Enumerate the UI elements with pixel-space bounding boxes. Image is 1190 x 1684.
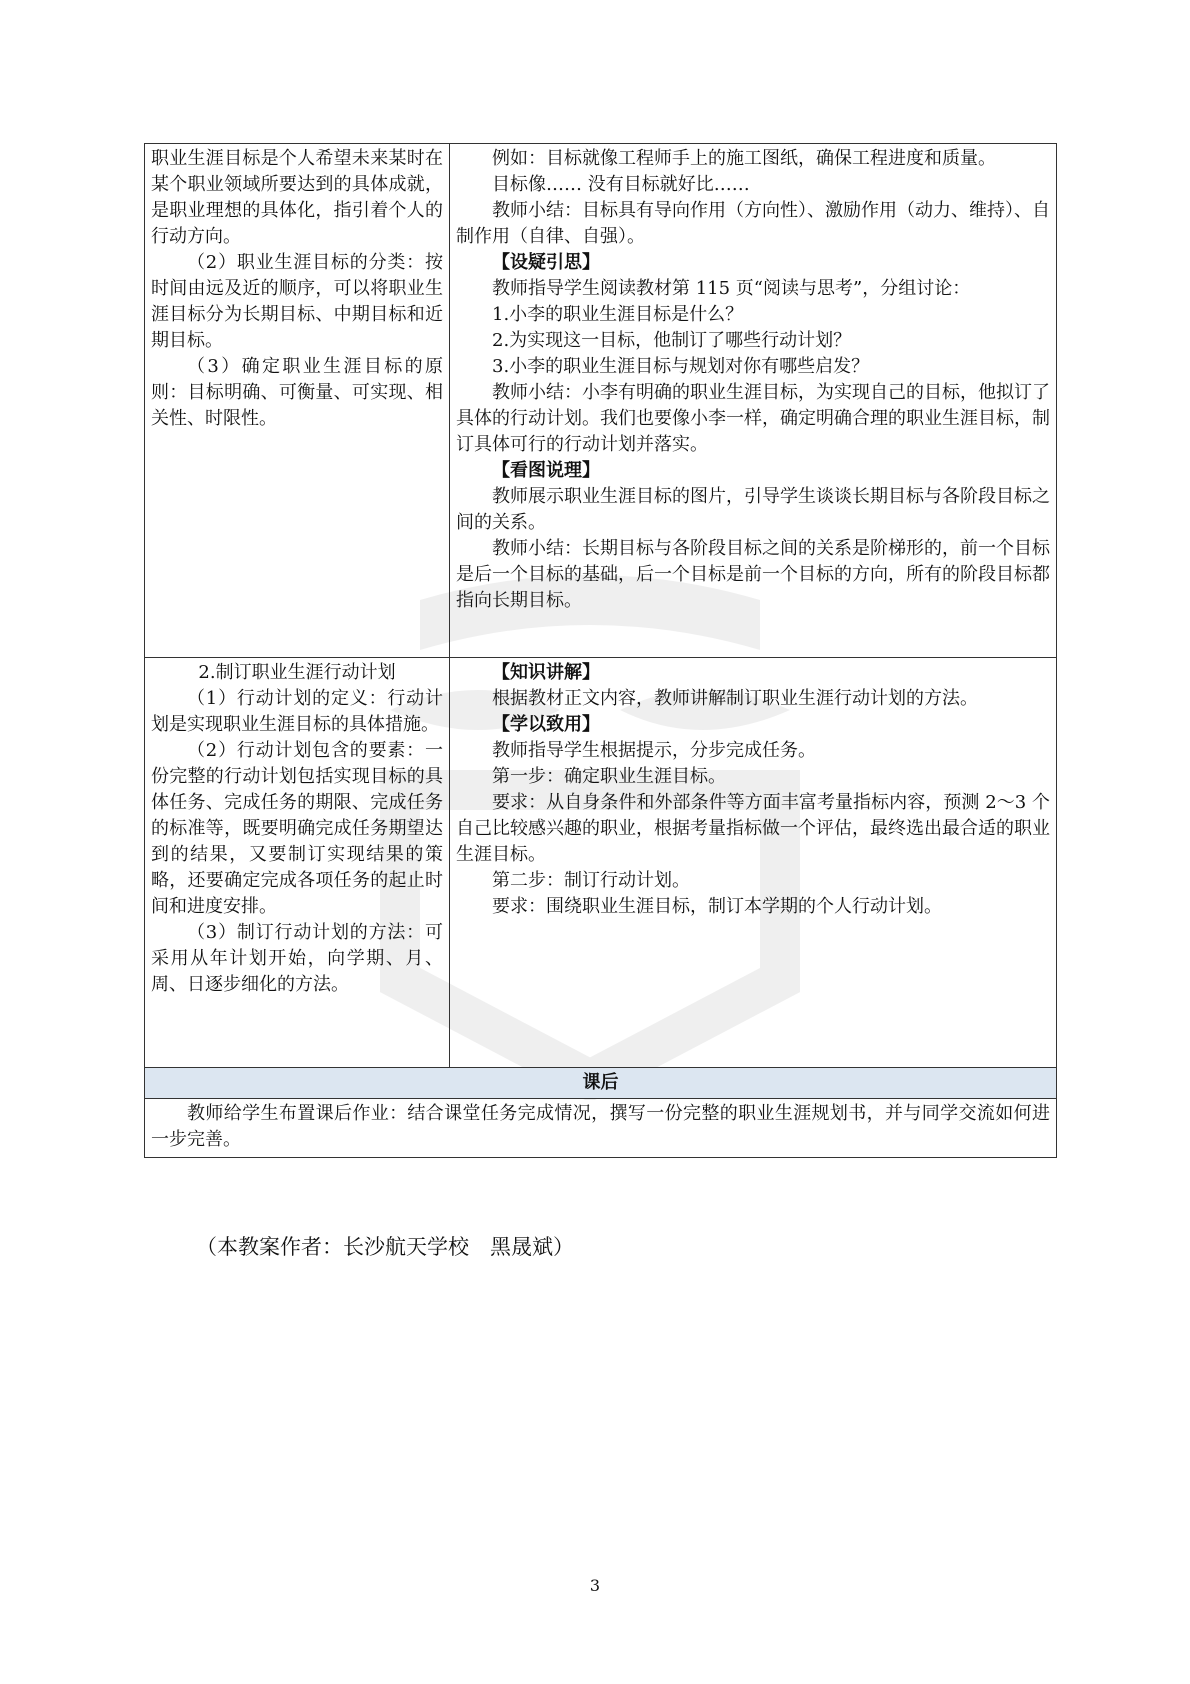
table-row (145, 1099, 1057, 1158)
paragraph: 要求：从自身条件和外部条件等方面丰富考量指标内容，预测 2～3 个自己比较感兴趣的职业，根据考量指标做一个评估，最终选出最合适的职业生涯目标。 (456, 792, 1050, 865)
paragraph: （2）职业生涯目标的分类：按时间由远及近的顺序，可以将职业生涯目标分为长期目标、中期目标和近期目标。 (151, 252, 443, 351)
content-cell (145, 144, 450, 658)
paragraph: 目标像…… 没有目标就好比…… (492, 174, 750, 195)
paragraph: 教师小结：长期目标与各阶段目标之间的关系是阶梯形的，前一个目标是后一个目标的基础，后一个目标是前一个目标的方向，所有的阶段目标都指向长期目标。 (456, 538, 1050, 611)
activity-cell (450, 658, 1057, 1068)
paragraph: 根据教材正文内容，教师讲解制订职业生涯行动计划的方法。 (492, 688, 978, 709)
paragraph: （3）制订行动计划的方法：可采用从年计划开始，向学期、月、周、日逐步细化的方法。 (151, 922, 443, 995)
paragraph: 教师小结：小李有明确的职业生涯目标，为实现自己的目标，他拟订了具体的行动计划。我们也要像小李一样，确定明确合理的职业生涯目标，制订具体可行的行动计划并落实。 (456, 382, 1050, 455)
question-item: 2.为实现这一目标，他制订了哪些行动计划？ (492, 330, 852, 351)
question-item: 3.小李的职业生涯目标与规划对你有哪些启发？ (492, 356, 870, 377)
lesson-plan-table (144, 143, 1057, 1158)
question-item: 1.小李的职业生涯目标是什么？ (492, 304, 744, 325)
table-row (145, 658, 1057, 1068)
section-heading: 【知识讲解】 (492, 662, 600, 683)
paragraph: 职业生涯目标是个人希望未来某时在某个职业领域所要达到的具体成就，是职业理想的具体化，指引着个人的行动方向。 (151, 148, 443, 247)
section-heading: 【设疑引思】 (492, 252, 600, 273)
section-heading: 【学以致用】 (492, 714, 600, 735)
paragraph: 教师指导学生根据提示，分步完成任务。 (492, 740, 816, 761)
paragraph: 例如：目标就像工程师手上的施工图纸，确保工程进度和质量。 (492, 148, 996, 169)
content-cell (145, 658, 450, 1068)
section-heading: 2.制订职业生涯行动计划 (198, 662, 396, 683)
paragraph: 教师展示职业生涯目标的图片，引导学生谈谈长期目标与各阶段目标之间的关系。 (456, 486, 1050, 533)
section-band-row (145, 1068, 1057, 1099)
section-band (145, 1068, 1057, 1099)
section-heading: 【看图说理】 (492, 460, 600, 481)
paragraph: 教师给学生布置课后作业：结合课堂任务完成情况，撰写一份完整的职业生涯规划书，并与同学交流如何进一步完善。 (151, 1103, 1050, 1150)
paragraph: （3）确定职业生涯目标的原则：目标明确、可衡量、可实现、相关性、时限性。 (151, 356, 443, 429)
activity-cell (450, 144, 1057, 658)
author-credit: （本教案作者：长沙航天学校 黑晟斌） (196, 1235, 574, 1259)
paragraph: （2）行动计划包含的要素：一份完整的行动计划包括实现目标的具体任务、完成任务的期限、完成任务的标准等，既要明确完成任务期望达到的结果，又要制订实现结果的策略，还要确定完成各项任务的起止时间和进度安排。 (151, 740, 443, 917)
paragraph: （1）行动计划的定义：行动计划是实现职业生涯目标的具体措施。 (151, 688, 443, 735)
paragraph: 第二步：制订行动计划。 (492, 870, 690, 891)
paragraph: 教师指导学生阅读教材第 115 页“阅读与思考”，分组讨论： (492, 278, 971, 299)
paragraph: 第一步：确定职业生涯目标。 (492, 766, 726, 787)
paragraph: 教师小结：目标具有导向作用（方向性）、激励作用（动力、维持）、自制作用（自律、自强）。 (456, 200, 1050, 247)
table-row (145, 144, 1057, 658)
paragraph: 要求：围绕职业生涯目标，制订本学期的个人行动计划。 (492, 896, 942, 917)
section-band-title: 课后 (582, 1072, 619, 1093)
page-number: 3 (589, 1576, 601, 1595)
after-class-cell (145, 1099, 1057, 1158)
